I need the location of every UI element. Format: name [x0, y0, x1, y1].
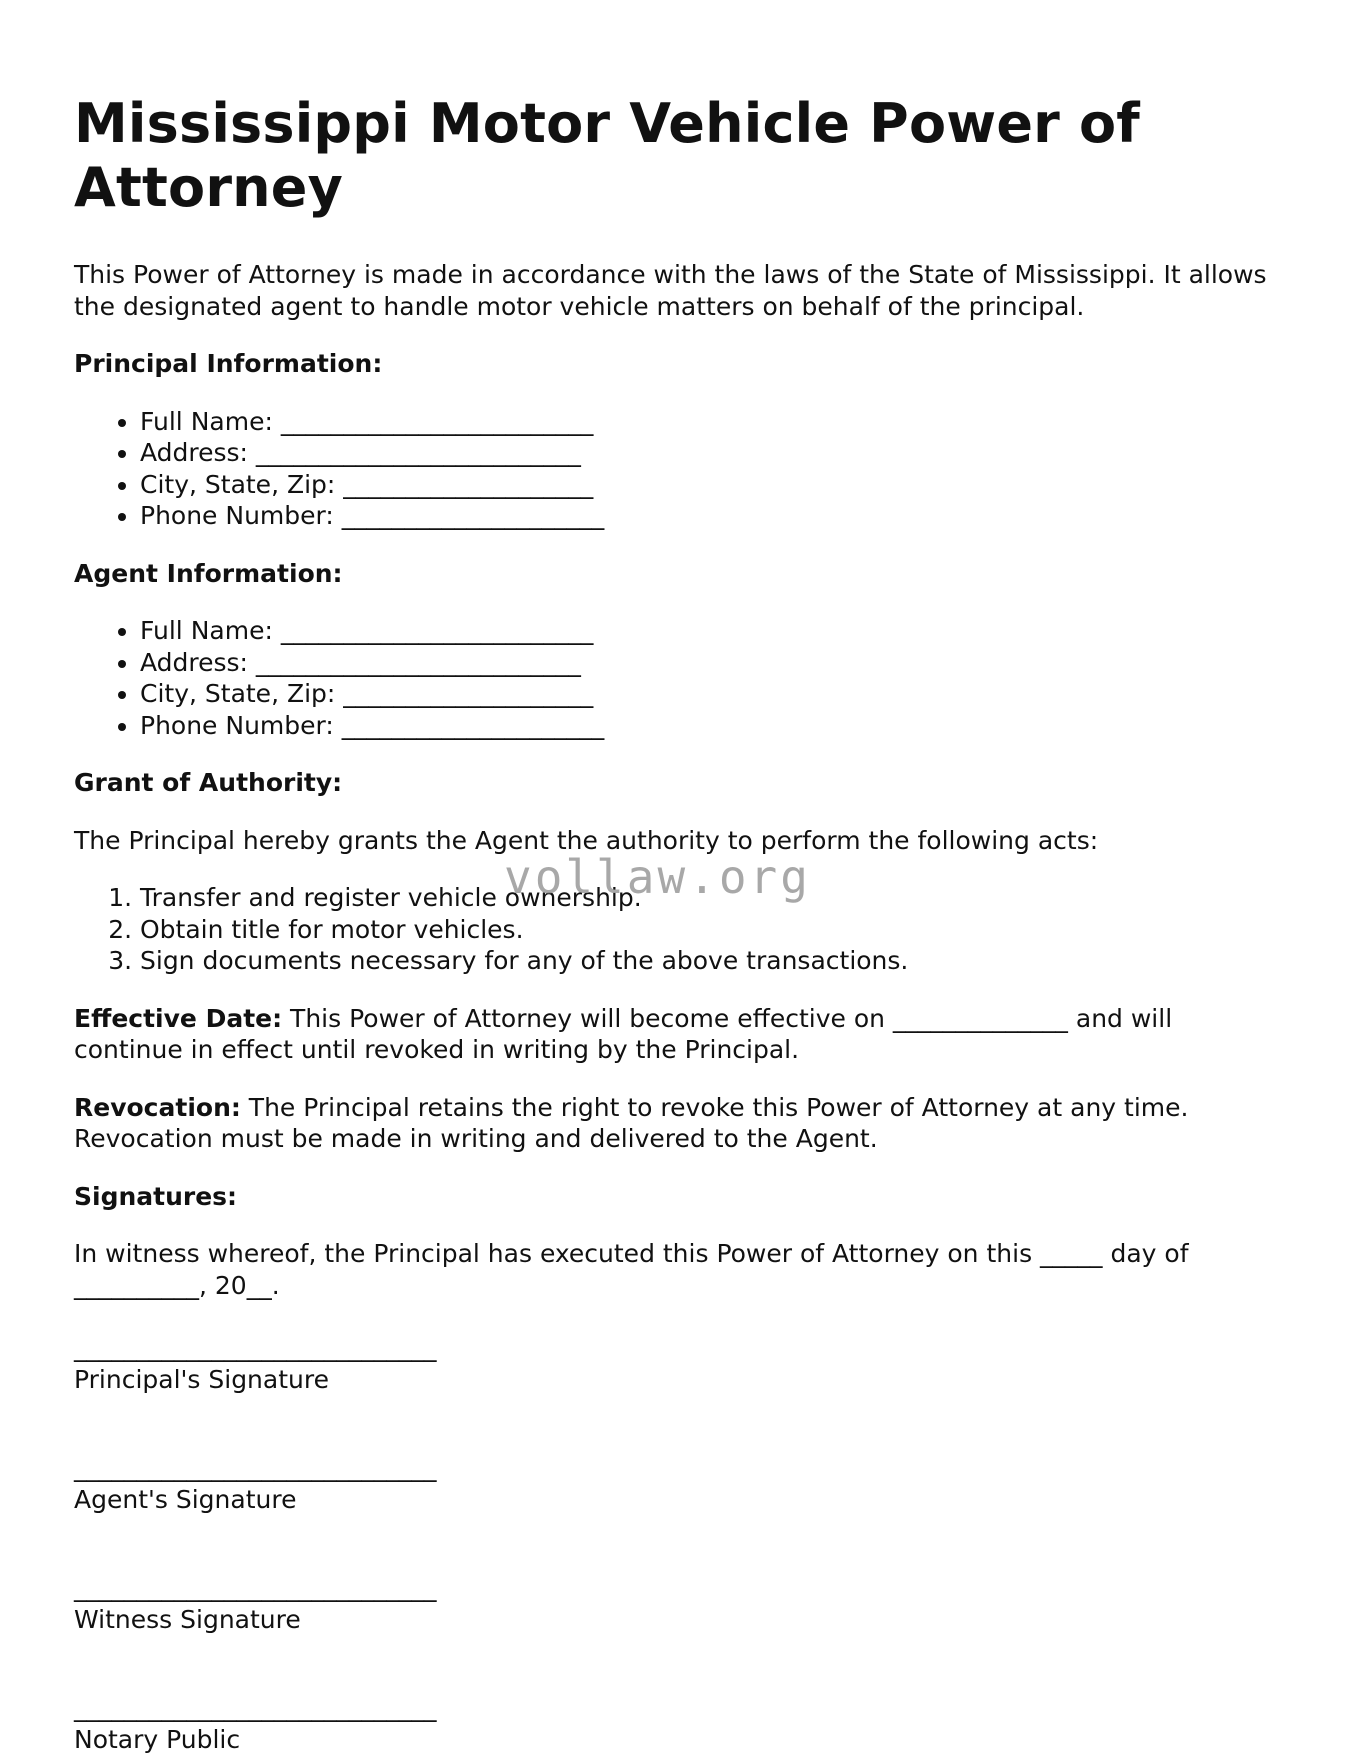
agent-city-state-zip-field: • City, State, Zip: ____________________ [140, 678, 1274, 710]
principal-phone-field: • Phone Number: _____________________ [140, 500, 1274, 532]
agent-address-field: • Address: __________________________ [140, 647, 1274, 679]
agent-heading: Agent Information: [74, 558, 1274, 590]
agent-phone-field: • Phone Number: _____________________ [140, 710, 1274, 742]
witness-signature-label: Witness Signature [74, 1604, 1274, 1636]
notary-signature-line: _____________________________ [74, 1692, 1274, 1724]
principal-signature-label: Principal's Signature [74, 1364, 1274, 1396]
witness-signature-line: _____________________________ [74, 1572, 1274, 1604]
document-page [74, 92, 1274, 1755]
grant-act-item: 3. Sign documents necessary for any of the above transactions. [140, 945, 1274, 977]
agent-signature-label: Agent's Signature [74, 1484, 1274, 1516]
signatures-heading: Signatures: [74, 1181, 1274, 1213]
agent-fields [74, 615, 1274, 741]
watermark: vollaw.org [504, 850, 811, 904]
signature-block [74, 1332, 1274, 1755]
principal-signature-line: _____________________________ [74, 1332, 1274, 1364]
effective-date-text: This Power of Attorney will become effective on ______________ and will continue in effect until revoked in writing by the Principal. [74, 1004, 1172, 1065]
document-title: Mississippi Motor Vehicle Power of Attorney [74, 92, 1274, 220]
grant-act-item: 2. Obtain title for motor vehicles. [140, 914, 1274, 946]
principal-city-state-zip-field: • City, State, Zip: ____________________ [140, 469, 1274, 501]
principal-fields [74, 406, 1274, 532]
agent-signature-line: _____________________________ [74, 1452, 1274, 1484]
principal-heading: Principal Information: [74, 348, 1274, 380]
principal-address-field: • Address: __________________________ [140, 437, 1274, 469]
revocation-text: The Principal retains the right to revoke this Power of Attorney at any time. Revocation must be made in writing and delivered to the Agent. [74, 1093, 1188, 1154]
witness-paragraph: In witness whereof, the Principal has executed this Power of Attorney on this _____ day of __________, 20__. [74, 1238, 1274, 1301]
agent-full-name-field: • Full Name: _________________________ [140, 615, 1274, 647]
effective-date-paragraph [74, 1003, 1274, 1066]
effective-date-label: Effective Date: [74, 1004, 282, 1033]
intro-paragraph: This Power of Attorney is made in accordance with the laws of the State of Mississippi. It allows the designated agent to handle motor vehicle matters on behalf of the principal. [74, 259, 1274, 322]
principal-full-name-field: • Full Name: _________________________ [140, 406, 1274, 438]
notary-signature-label: Notary Public [74, 1724, 1274, 1755]
grant-heading: Grant of Authority: [74, 767, 1274, 799]
grant-act-item: 1. Transfer and register vehicle ownership. [140, 882, 1274, 914]
grant-text: The Principal hereby grants the Agent the authority to perform the following acts: [74, 825, 1274, 857]
revocation-paragraph [74, 1092, 1274, 1155]
revocation-label: Revocation: [74, 1093, 241, 1122]
